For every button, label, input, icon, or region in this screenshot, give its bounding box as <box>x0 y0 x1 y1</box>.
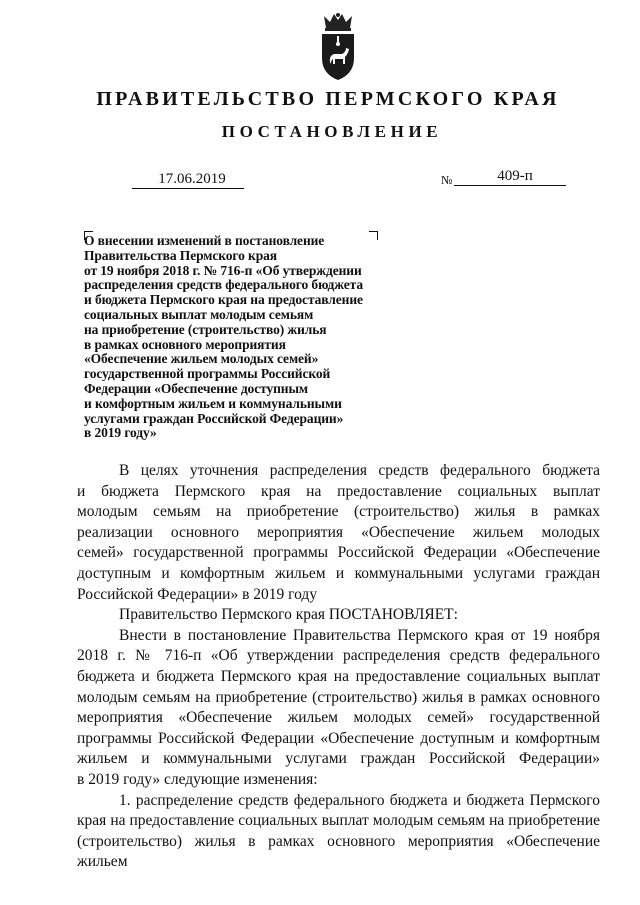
body-line: Внести в постановление Правительства Пермского края от 19 ноября <box>119 626 600 644</box>
subject-line: О внесении изменений в постановление <box>84 233 325 248</box>
document-date: 17.06.2019 <box>132 170 244 189</box>
body-line: в 2019 году» следующие изменения: <box>77 770 318 788</box>
amendment-paragraph <box>77 626 600 791</box>
subject-line: Правительства Пермского края <box>84 247 277 263</box>
preamble-paragraph <box>77 461 600 605</box>
subject-line: в рамках основного мероприятия <box>84 336 286 352</box>
subject-line: государственной программы Российской <box>84 366 331 382</box>
subject-line: Федерации «Обеспечение доступным <box>84 380 308 396</box>
subject-line: услугами граждан Российской Федерации» <box>84 410 344 426</box>
subject-line: «Обеспечение жильем молодых семей» <box>84 351 319 367</box>
body-line: мероприятия «Обеспечение жильем молодых семей» государственной <box>77 709 600 727</box>
number-sign: № <box>441 173 453 187</box>
body-line: семей» государственной программы Российской Федерации «Обеспечение <box>77 544 600 562</box>
subject-line: и бюджета Пермского края на предоставление <box>84 292 363 308</box>
body-line: В целях уточнения распределения средств федерального бюджета <box>119 462 600 479</box>
body-line: и бюджета Пермского края на предоставление социальных выплат <box>77 482 600 500</box>
coat-of-arms-icon <box>316 12 360 82</box>
body-line: доступным и комфортным жильем и коммунальными услугами граждан <box>77 564 600 582</box>
document-body <box>77 461 600 873</box>
organization-title: ПРАВИТЕЛЬСТВО ПЕРМСКОГО КРАЯ <box>96 88 560 110</box>
body-line: Правительство Пермского края ПОСТАНОВЛЯЕТ: <box>119 606 458 624</box>
body-line: бюджета и бюджета Пермского края на предоставление социальных выплат <box>77 667 600 685</box>
body-line: края на предоставление социальных выплат молодым семьям на приобретение <box>77 812 600 830</box>
subject-line: на приобретение (строительство) жилья <box>84 321 327 337</box>
subject-line: от 19 ноября 2018 г. № 716-п «Об утверждении <box>84 262 362 278</box>
document-type-title: ПОСТАНОВЛЕНИЕ <box>221 122 443 141</box>
subject-line: в 2019 году» <box>84 425 157 441</box>
body-line: программы Российской Федерации «Обеспечение доступным и комфортным <box>77 729 600 747</box>
body-line: молодым семьям на приобретение (строительство) жилья в рамках основного <box>77 688 600 706</box>
document-subject <box>84 234 424 441</box>
item-1-paragraph <box>77 791 600 873</box>
body-line: Российской Федерации» в 2019 году <box>77 585 318 603</box>
body-line: жильем и коммунальными услугами граждан Российской Федерации» <box>77 750 600 768</box>
resolution-paragraph <box>77 605 600 626</box>
body-line: 1. распределение средств федерального бюджета и бюджета Пермского <box>119 791 600 809</box>
body-line: реализации основного мероприятия «Обеспечение жильем молодых <box>77 523 600 541</box>
body-line: (строительство) жилья в рамках основного мероприятия «Обеспечение жильем <box>77 832 600 871</box>
document-number: 409-п <box>454 167 566 186</box>
subject-line: распределения средств федерального бюджета <box>84 277 363 293</box>
body-line: 2018 г. № 716-п «Об утверждении распределения средств федерального <box>77 647 600 665</box>
body-line: молодым семьям на приобретение (строительство) жилья в рамках <box>77 503 600 521</box>
subject-line: социальных выплат молодым семьям <box>84 306 314 322</box>
subject-line: и комфортным жильем и коммунальными <box>84 395 342 411</box>
